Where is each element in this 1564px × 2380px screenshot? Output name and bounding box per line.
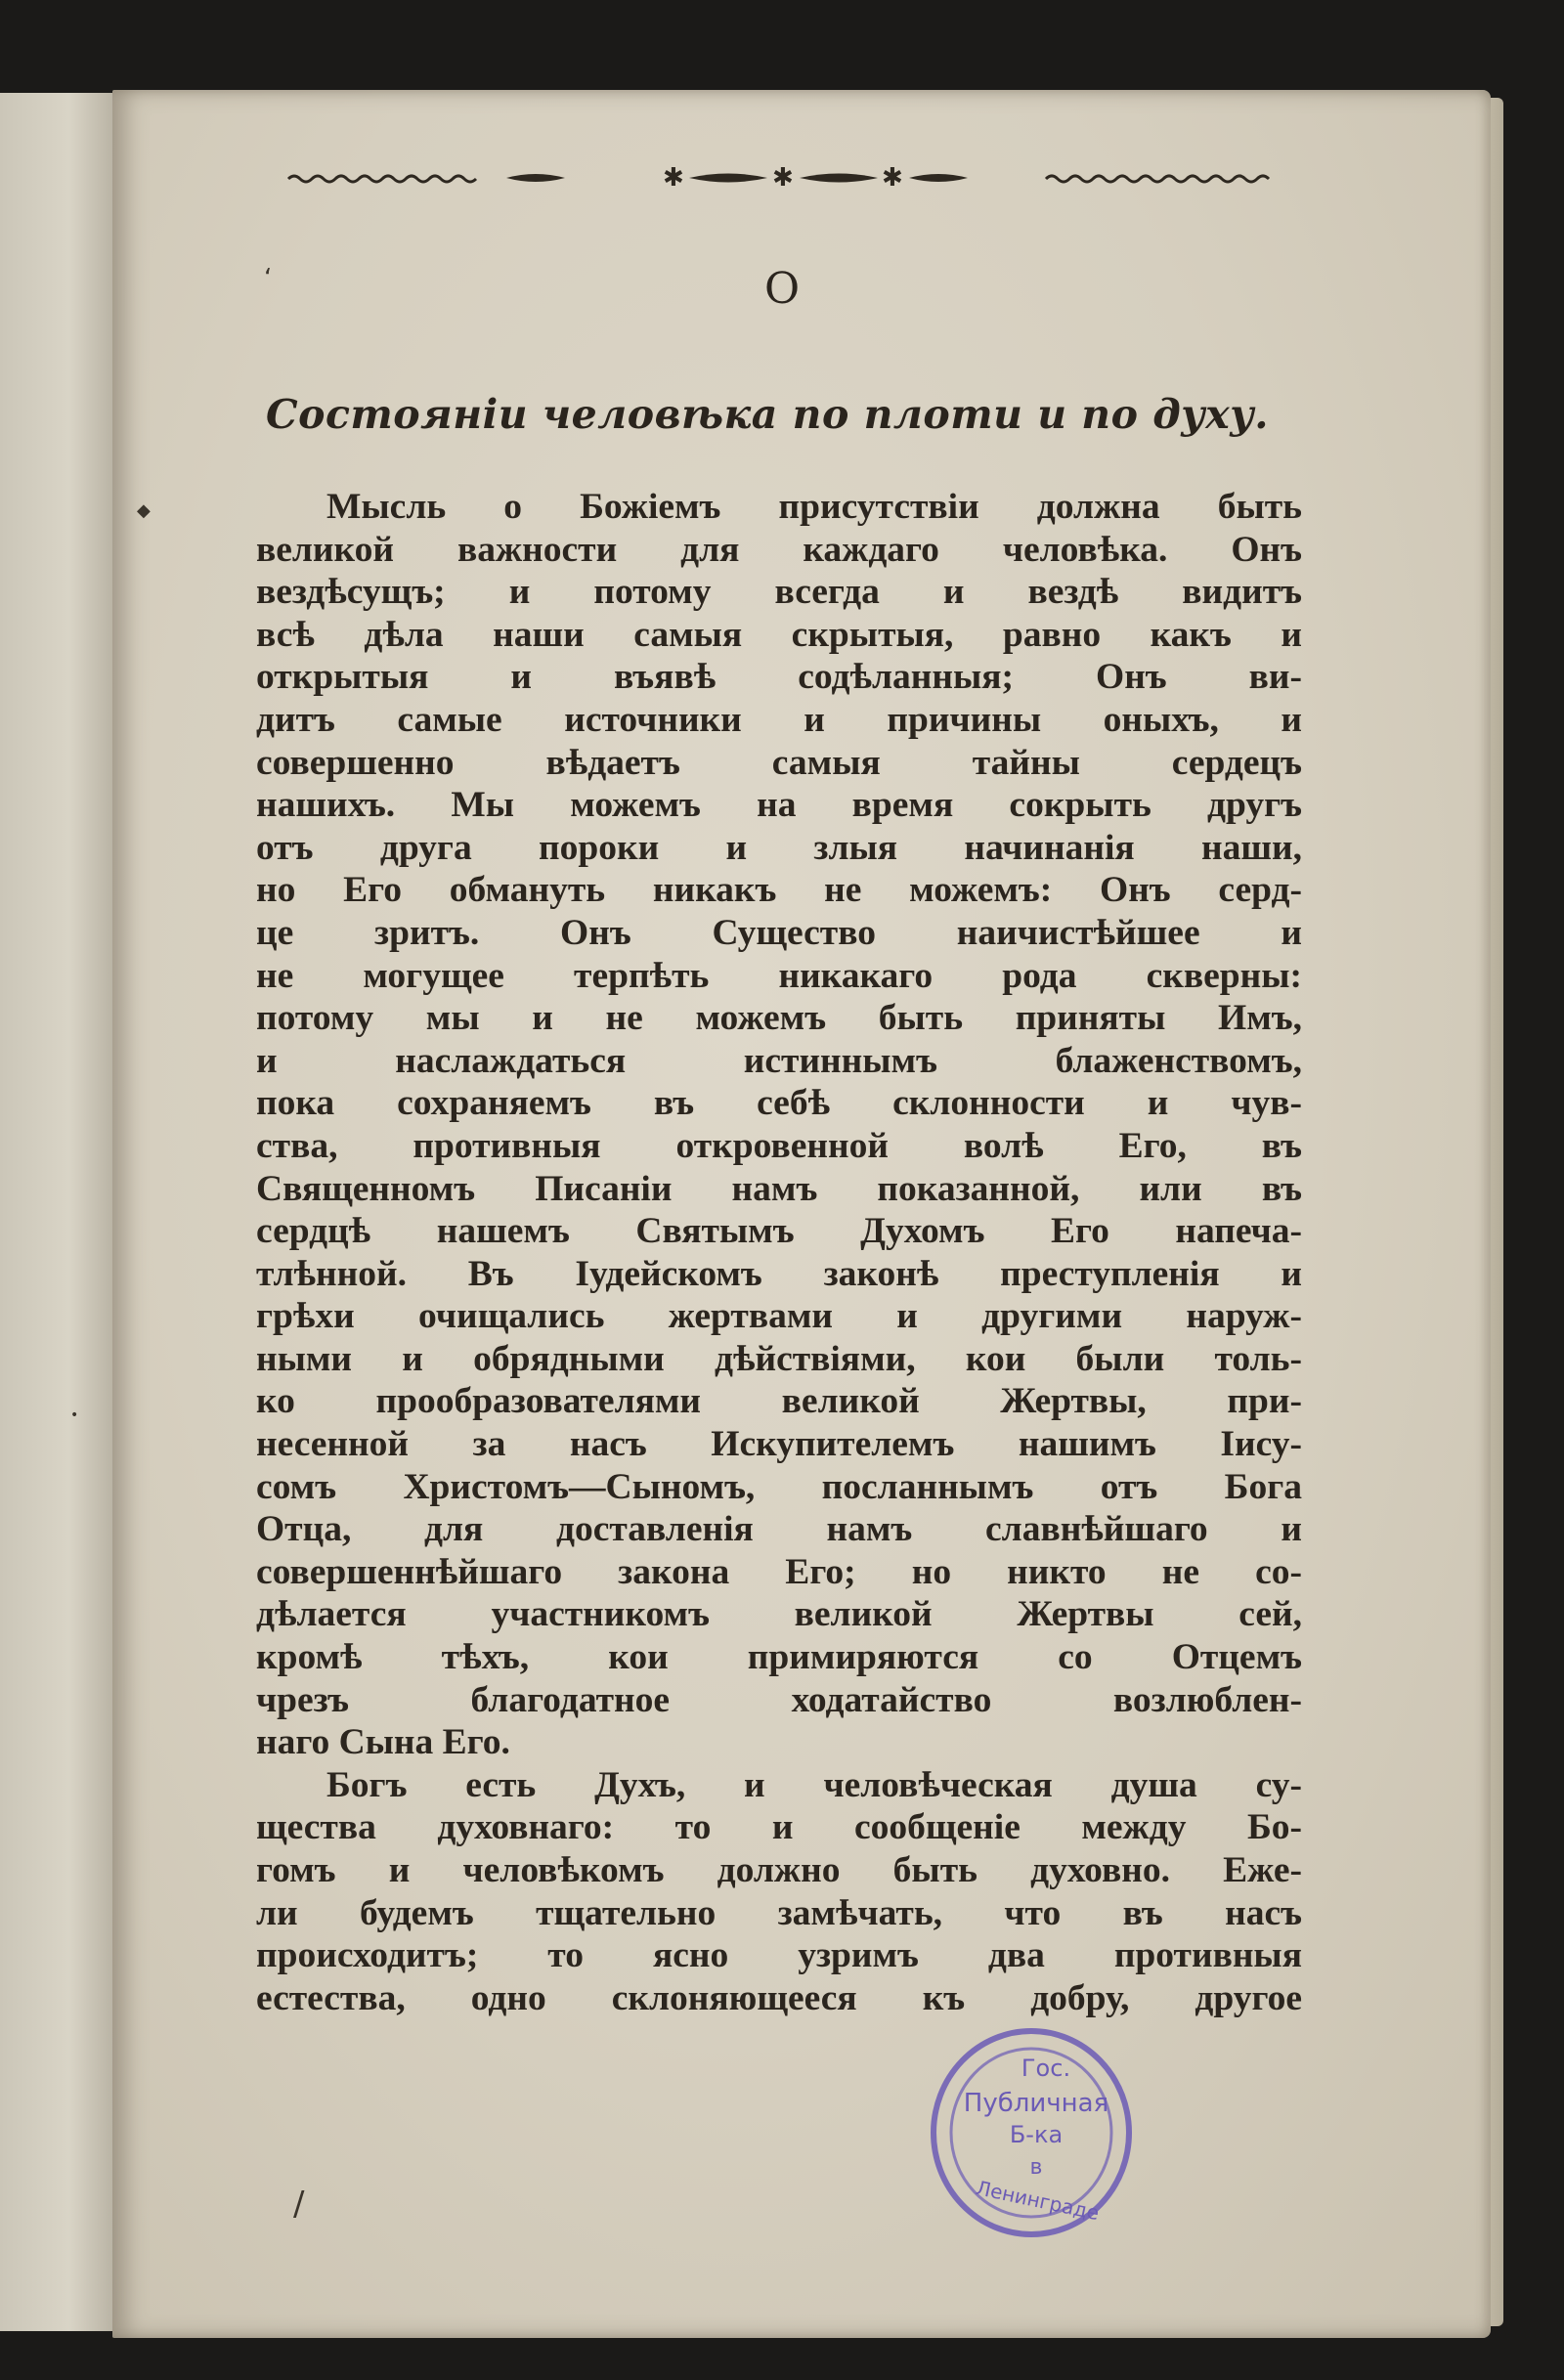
- text-line: открытыя и въявѣ содѣланныя; Онъ ви-: [256, 657, 1302, 698]
- text-line: но Его обмануть никакъ не можемъ: Онъ серд-: [256, 870, 1302, 911]
- library-stamp: [927, 2025, 1136, 2240]
- text-line: дѣлается участникомъ великой Жертвы сей,: [256, 1594, 1302, 1635]
- margin-mark: /: [293, 2185, 305, 2224]
- text-line: наго Сына Его.: [256, 1722, 510, 1763]
- text-line: великой важности для каждаго человѣка. Онъ: [256, 529, 1302, 570]
- text-line: Отца, для доставленія намъ славнѣйшаго и: [256, 1509, 1302, 1550]
- text-line: вездѣсущъ; и потому всегда и вездѣ видитъ: [256, 572, 1302, 613]
- stamp-line: Гос.: [1021, 2055, 1071, 2082]
- section-heading: О: [763, 264, 801, 314]
- text-line: дитъ самые источники и причины оныхъ, и: [256, 699, 1302, 740]
- stamp-line: Б-ка: [1009, 2121, 1064, 2148]
- text-line: нашихъ. Мы можемъ на время сокрыть другъ: [256, 785, 1302, 826]
- stamp-line: Публичная: [963, 2089, 1109, 2118]
- text-line: ными и обрядными дѣйствіями, кои были толь-: [256, 1338, 1302, 1379]
- text-line: всѣ дѣла наши самыя скрытыя, равно какъ и: [256, 614, 1302, 655]
- text-line: не могущее терпѣть никакаго рода скверны:: [256, 955, 1302, 996]
- text-line: ства, противныя откровенной волѣ Его, въ: [256, 1125, 1302, 1166]
- text-line: совершенно вѣдаетъ самыя тайны сердецъ: [256, 742, 1302, 783]
- text-line: Священномъ Писаніи намъ показанной, или въ: [256, 1168, 1302, 1209]
- text-line: сомъ Христомъ—Сыномъ, посланнымъ отъ Бога: [256, 1466, 1302, 1507]
- stamp-line: в: [1029, 2155, 1043, 2180]
- text-line: ли будемъ тщательно замѣчать, что въ насъ: [256, 1892, 1302, 1933]
- text-line: совершеннѣйшаго закона Его; но никто не со-: [256, 1551, 1302, 1592]
- text-line: потому мы и не можемъ быть приняты Имъ,: [256, 998, 1302, 1039]
- svg-text:✱: ✱: [772, 166, 794, 190]
- stamp-line: Ленинграде: [974, 2176, 1102, 2226]
- text-line: происходитъ; то ясно узримъ два противныя: [256, 1935, 1302, 1976]
- text-line: Мысль о Божіемъ присутствіи должна быть: [326, 487, 1302, 527]
- body-text: [256, 486, 1302, 2019]
- margin-mark: ‘: [264, 264, 273, 293]
- text-line: естества, одно склоняющееся къ добру, другое: [256, 1977, 1302, 2018]
- header-ornament: [283, 166, 1290, 190]
- paragraph-1: [256, 486, 1302, 529]
- text-line: кромѣ тѣхъ, кои примиряются со Отцемъ: [256, 1637, 1302, 1678]
- text-line: гомъ и человѣкомъ должно быть духовно. Еже-: [256, 1850, 1302, 1890]
- text-line: чрезъ благодатное ходатайство возлюблен-: [256, 1679, 1302, 1720]
- text-line: несенной за насъ Искупителемъ нашимъ Іису-: [256, 1424, 1302, 1465]
- text-line: Богъ есть Духъ, и человѣческая душа су-: [326, 1764, 1302, 1805]
- svg-text:✱: ✱: [663, 166, 684, 190]
- text-line: це зритъ. Онъ Существо наичистѣйшее и: [256, 912, 1302, 953]
- text-line: пока сохраняемъ въ себѣ склонности и чув-: [256, 1083, 1302, 1124]
- text-line: щества духовнаго: то и сообщеніе между Бо-: [256, 1807, 1302, 1848]
- text-line: грѣхи очищались жертвами и другими наруж-: [256, 1296, 1302, 1337]
- text-line: и наслаждаться истиннымъ блаженствомъ,: [256, 1040, 1302, 1081]
- text-line: ко прообразователями великой Жертвы, при-: [256, 1381, 1302, 1422]
- chapter-title: Состояніи человѣка по плоти и по духу.: [265, 391, 1269, 438]
- text-line: отъ друга пороки и злыя начинанія наши,: [256, 827, 1302, 868]
- text-line: сердцѣ нашемъ Святымъ Духомъ Его напеча-: [256, 1211, 1302, 1252]
- left-facing-page: [0, 93, 118, 2331]
- margin-mark: ◆: [137, 500, 151, 521]
- paragraph-2: [256, 1764, 1302, 1807]
- text-line: тлѣнной. Въ Іудейскомъ законѣ преступленія и: [256, 1253, 1302, 1294]
- margin-mark: •: [70, 1407, 79, 1423]
- svg-text:✱: ✱: [882, 166, 903, 190]
